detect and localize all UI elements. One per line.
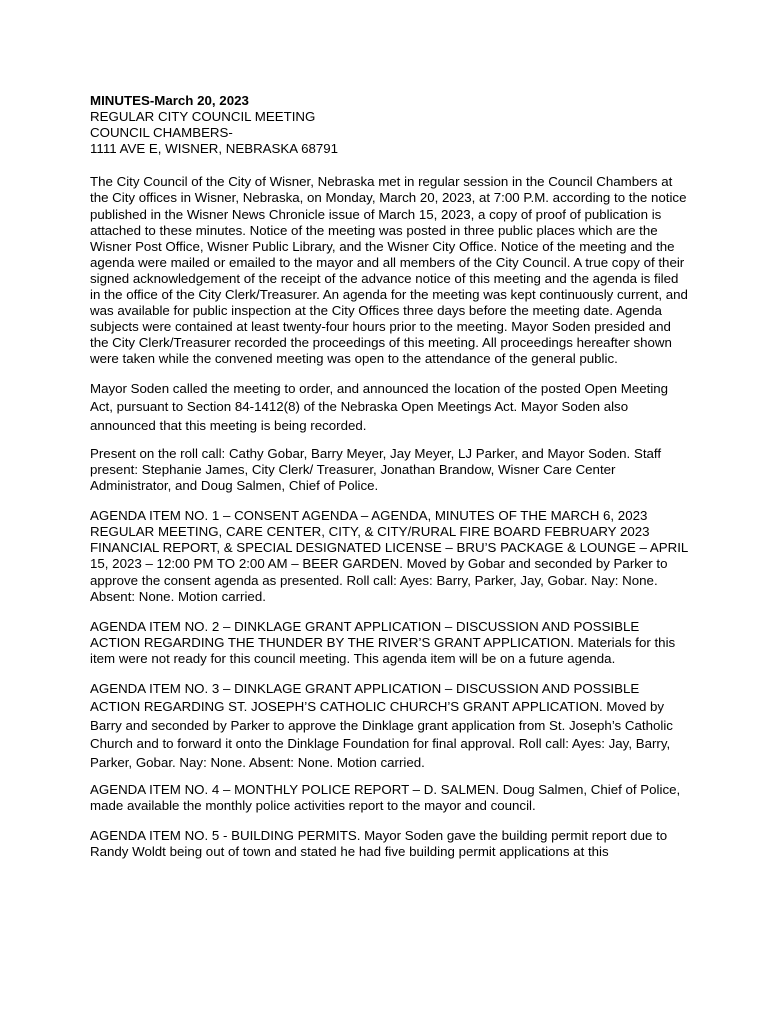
meeting-address: 1111 AVE E, WISNER, NEBRASKA 68791: [90, 141, 339, 157]
paragraph-agenda-item-2: AGENDA ITEM NO. 2 – DINKLAGE GRANT APPLICATION – DISCUSSION AND POSSIBLE ACTION REGARDING THE THUNDER BY THE RIVER’S GRANT APPLICATION. Materials for this item were not ready for this council meeting. This agenda item will be on a future agenda.: [90, 618, 676, 666]
paragraph-session-notice: The City Council of the City of Wisner, Nebraska met in regular session in the Council Chambers at the City offices in Wisner, Nebraska, on Monday, March 20, 2023, at 7:00 P.M. according to the notice published in the Wisner News Chronicle issue of March 15, 2023, a copy of proof of publication is attached to these minutes. Notice of the meeting was posted in three public places which are the Wisner Post Office, Wisner Public Library, and the Wisner City Office. Notice of the meeting and the agenda were mailed or emailed to the mayor and all members of the City Council. A true copy of their signed acknowledgement of the receipt of the advance notice of this meeting and the agenda is filed in the office of the City Clerk/Treasurer. An agenda for the meeting was kept continuously current, and was available for public inspection at the City Offices three days before the meeting date. Agenda subjects were contained at least twenty-four hours prior to the meeting. Mayor Soden presided and the City Clerk/Treasurer recorded the proceedings of this meeting. All proceedings hereafter shown were taken while the convened meeting was open to the attendance of the general public.: [90, 174, 688, 367]
paragraph-roll-call: Present on the roll call: Cathy Gobar, Barry Meyer, Jay Meyer, LJ Parker, and Mayor Soden. Staff present: Stephanie James, City Clerk/ Treasurer, Jonathan Brandow, Wisner Care Center Administrator, and Doug Salmen, Chief of Police.: [90, 445, 662, 494]
meeting-type: REGULAR CITY COUNCIL MEETING: [90, 109, 316, 125]
paragraph-agenda-item-4: AGENDA ITEM NO. 4 – MONTHLY POLICE REPORT – D. SALMEN. Doug Salmen, Chief of Police, made available the monthly police activities report to the mayor and council.: [90, 782, 681, 814]
minutes-header: [90, 93, 690, 157]
paragraph-agenda-item-1: AGENDA ITEM NO. 1 – CONSENT AGENDA – AGENDA, MINUTES OF THE MARCH 6, 2023 REGULAR MEETING, CARE CENTER, CITY, & CITY/RURAL FIRE BOARD FEBRUARY 2023 FINANCIAL REPORT, & SPECIAL DESIGNATED LICENSE – BRU’S PACKAGE & LOUNGE – APRIL 15, 2023 – 12:00 PM TO 2:00 AM – BEER GARDEN. Moved by Gobar and seconded by Parker to approve the consent agenda as presented. Roll call: Ayes: Barry, Parker, Jay, Gobar. Nay: None. Absent: None. Motion carried.: [90, 508, 688, 604]
meeting-location: COUNCIL CHAMBERS-: [90, 125, 233, 141]
paragraph-agenda-item-3: AGENDA ITEM NO. 3 – DINKLAGE GRANT APPLICATION – DISCUSSION AND POSSIBLE ACTION REGARDING ST. JOSEPH’S CATHOLIC CHURCH’S GRANT APPLICATION. Moved by Barry and seconded by Parker to approve the Dinklage grant application from St. Joseph’s Catholic Church and to forward it onto the Dinklage Foundation for final approval. Roll call: Ayes: Jay, Barry, Parker, Gobar. Nay: None. Absent: None. Motion carried.: [90, 681, 673, 770]
paragraph-call-to-order: Mayor Soden called the meeting to order, and announced the location of the posted Open Meeting Act, pursuant to Section 84-1412(8) of the Nebraska Open Meetings Act. Mayor Soden also announced that this meeting is being recorded.: [90, 380, 669, 434]
paragraph-agenda-item-5: AGENDA ITEM NO. 5 - BUILDING PERMITS. Mayor Soden gave the building permit report due to Randy Woldt being out of town and stated he had five building permit applications at this: [90, 828, 668, 860]
document-body: [90, 93, 690, 860]
minutes-title: MINUTES-March 20, 2023: [90, 93, 249, 108]
